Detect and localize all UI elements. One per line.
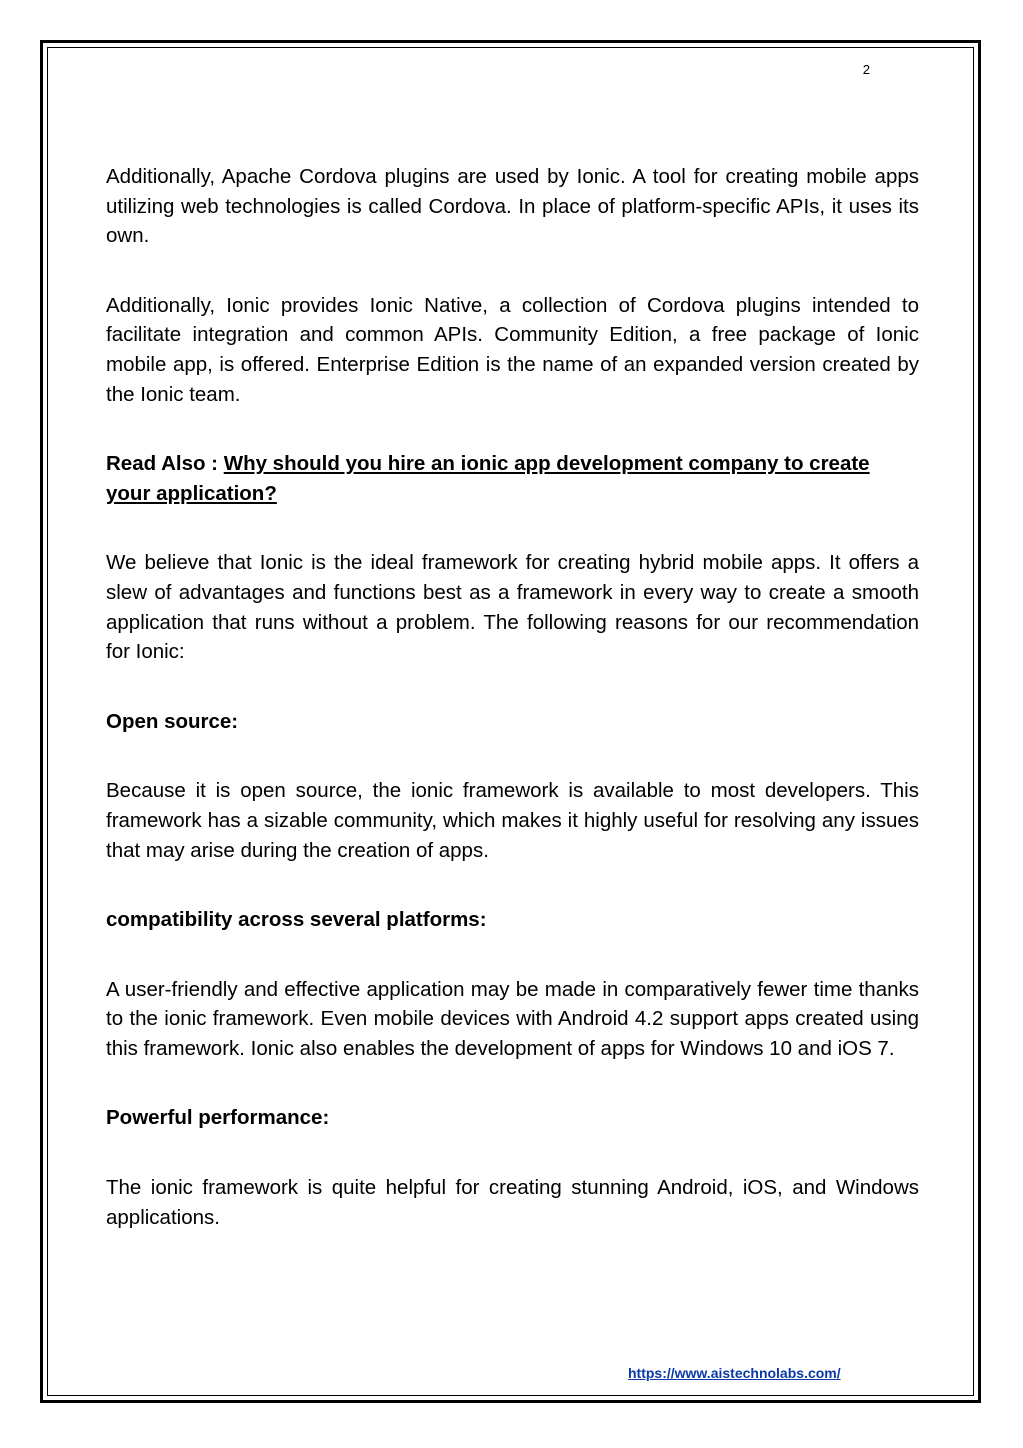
paragraph-ideal-framework: We believe that Ionic is the ideal framework for creating hybrid mobile apps. It offers a slew of advantages and functions best as a framework in every way to create a smooth application that runs without a problem. The following reasons for our recommendation for Ionic: xyxy=(106,551,919,664)
read-also-link[interactable]: Why should you hire an ionic app development company to create your application? xyxy=(106,452,870,505)
page-number: 2 xyxy=(862,62,870,77)
paragraph-performance: The ionic framework is quite helpful for creating stunning Android, iOS, and Windows applications. xyxy=(106,1176,919,1229)
paragraph-ionic-native: Additionally, Ionic provides Ionic Native, a collection of Cordova plugins intended to facilitate integration and common APIs. Community Edition, a free package of Ionic mobile app, is offered. Enterprise Edition is the name of an expanded version created by the Ionic team. xyxy=(106,293,919,406)
heading-performance: Powerful performance: xyxy=(106,1106,330,1130)
heading-open-source: Open source: xyxy=(106,709,239,733)
read-also-label: Read Also : xyxy=(106,452,224,476)
document-body xyxy=(106,162,919,1272)
read-also xyxy=(106,449,919,508)
paragraph-open-source: Because it is open source, the ionic framework is available to most developers. This framework has a sizable community, which makes it highly useful for resolving any issues that may arise during the creation of apps. xyxy=(106,779,919,862)
footer-website-link[interactable]: https://www.aistechnolabs.com/ xyxy=(628,1365,841,1381)
heading-compatibility: compatibility across several platforms: xyxy=(106,908,487,932)
paragraph-compatibility: A user-friendly and effective application may be made in comparatively fewer time thanks to the ionic framework. Even mobile devices with Android 4.2 support apps created using this framework. Ionic also enables the development of apps for Windows 10 and iOS 7. xyxy=(106,977,919,1060)
paragraph-cordova: Additionally, Apache Cordova plugins are used by Ionic. A tool for creating mobile apps utilizing web technologies is called Cordova. In place of platform-specific APIs, it uses its own. xyxy=(106,165,919,248)
